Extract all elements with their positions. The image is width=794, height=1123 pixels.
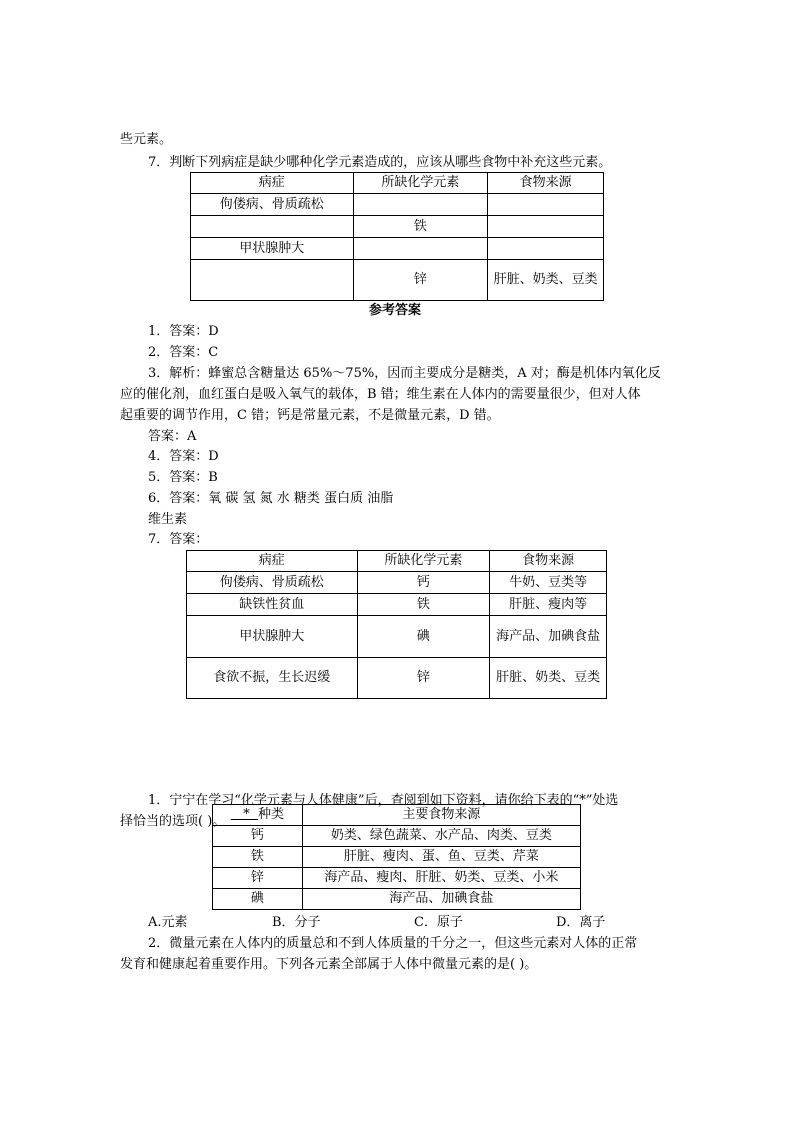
- table-cell: [353, 194, 488, 216]
- answer-6-continued: 维生素: [148, 512, 188, 527]
- header-disease: 病症: [191, 173, 354, 194]
- answer-3-result: 答案：A: [148, 429, 197, 444]
- answer-6: 6．答案：氧 碳 氢 氮 水 糖类 蛋白质 油脂: [148, 491, 394, 506]
- table-cell: [488, 216, 604, 238]
- header-food: 食物来源: [490, 551, 607, 572]
- header-kind: [213, 805, 303, 826]
- header-element: 所缺化学元素: [353, 173, 488, 194]
- answer-3-line-1: 3．解析：蜂蜜总含糖量达 65%～75%，因而主要成分是糖类，A 对；酶是机体内氧化反: [148, 366, 661, 381]
- table-cell: [353, 238, 488, 260]
- question-2-line-1: 2．微量元素在人体内的质量总和不到人体质量的千分之一，但这些元素对人体的正常: [148, 936, 638, 951]
- question-1-table: [212, 804, 581, 910]
- header-disease: 病症: [187, 551, 358, 572]
- question-2-line-2: 发育和健康起着重要作用。下列各元素全部属于人体中微量元素的是( )。: [120, 957, 538, 972]
- option-d: D．离子: [556, 915, 606, 930]
- table-cell: 海产品、加碘食盐: [302, 889, 580, 910]
- table-cell: 锌: [357, 658, 490, 699]
- table-cell: [488, 194, 604, 216]
- table-cell: 锌: [353, 260, 488, 301]
- answer-5: 5．答案：B: [148, 470, 218, 485]
- answer-3-line-2: 应的催化剂，血红蛋白是吸入氧气的载体，B 错；维生素在人体内的需要量很少，但对人体: [120, 387, 641, 402]
- answers-title: 参考答案: [369, 303, 422, 318]
- header-element: 所缺化学元素: [357, 551, 490, 572]
- table-cell: 碘: [357, 616, 490, 658]
- question-1-line-1: 1．宁宁在学习“化学元素与人体健康”后，查阅到如下资料，请你给下表的“*”处选: [148, 793, 619, 808]
- option-c: C．原子: [414, 915, 463, 930]
- table-cell: 牛奶、豆类等: [490, 572, 607, 594]
- table-cell: 肝脏、瘦肉等: [490, 594, 607, 616]
- star-placeholder: *: [243, 807, 250, 822]
- prev-line: 些元素。: [120, 132, 173, 147]
- table-cell: 奶类、绿色蔬菜、水产品、肉类、豆类: [302, 826, 580, 847]
- answer-7-table: [186, 550, 607, 699]
- answer-3-line-3: 起重要的调节作用，C 错；钙是常量元素，不是微量元素，D 错。: [120, 408, 500, 423]
- answer-2: 2．答案：C: [148, 345, 219, 360]
- table-cell: [191, 260, 354, 301]
- table-cell: 肝脏、奶类、豆类: [490, 658, 607, 699]
- table-cell: 钙: [357, 572, 490, 594]
- question-7: 7．判断下列病症是缺少哪种化学元素造成的，应该从哪些食物中补充这些元素。: [148, 155, 612, 170]
- table-cell: 肝脏、瘦肉、蛋、鱼、豆类、芹菜: [302, 847, 580, 868]
- table-cell: 甲状腺肿大: [187, 616, 358, 658]
- table-cell: 肝脏、奶类、豆类: [488, 260, 604, 301]
- answer-7: 7．答案：: [148, 532, 209, 547]
- table-cell: 佝偻病、骨质疏松: [187, 572, 358, 594]
- table-cell: 钙: [213, 826, 303, 847]
- table-cell: [191, 216, 354, 238]
- table-cell: 佝偻病、骨质疏松: [191, 194, 354, 216]
- header-food: 主要食物来源: [302, 805, 580, 826]
- table-cell: 铁: [213, 847, 303, 868]
- table-cell: 铁: [353, 216, 488, 238]
- question-1-line-2: 择恰当的选项( )。: [120, 814, 226, 829]
- answer-1: 1．答案：D: [148, 324, 219, 339]
- option-b: B．分子: [272, 915, 321, 930]
- table-cell: 海产品、加碘食盐: [490, 616, 607, 658]
- answer-4: 4．答案：D: [148, 449, 219, 464]
- table-cell: 锌: [213, 868, 303, 889]
- header-food: 食物来源: [488, 173, 604, 194]
- question-7-table: [190, 172, 604, 301]
- table-cell: 海产品、瘦肉、肝脏、奶类、豆类、小米: [302, 868, 580, 889]
- table-cell: 铁: [357, 594, 490, 616]
- table-cell: 碘: [213, 889, 303, 910]
- table-cell: [488, 238, 604, 260]
- table-cell: 缺铁性贫血: [187, 594, 358, 616]
- header-kind-label: 种类: [258, 807, 285, 822]
- table-cell: 食欲不振，生长迟缓: [187, 658, 358, 699]
- option-a: A.元素: [148, 915, 188, 930]
- table-cell: 甲状腺肿大: [191, 238, 354, 260]
